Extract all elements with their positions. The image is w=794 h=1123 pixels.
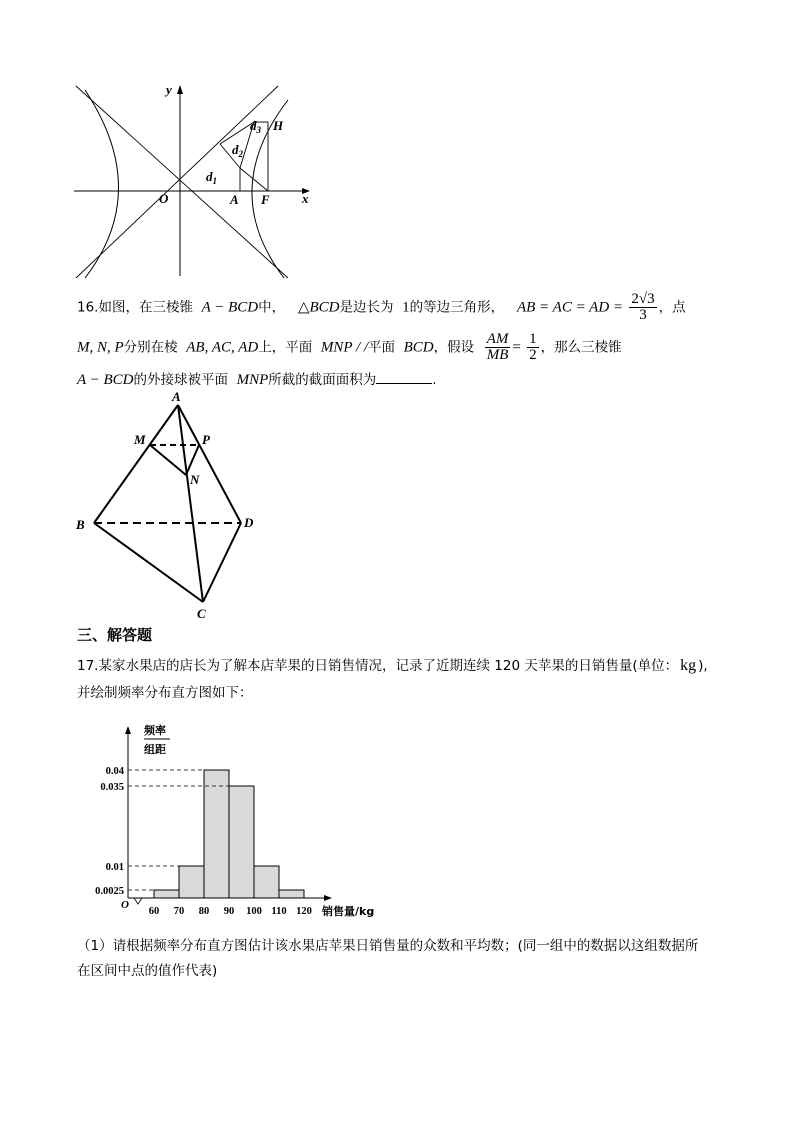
q16-edges: AB, AC, AD: [186, 339, 259, 356]
tetrahedron-figure: [70, 385, 270, 625]
origin-label: O: [159, 191, 169, 206]
q16-frac-den: 3: [639, 307, 647, 323]
hyperbola-left-branch: [85, 90, 119, 278]
vertex-A-label: A: [172, 389, 181, 404]
q16-line2-e: ，那么三棱锥: [540, 339, 622, 356]
edge-PN: [186, 445, 199, 475]
q16-line2-b: 上，平面: [258, 339, 313, 356]
q16-tet-name: A − BCD: [201, 299, 259, 316]
vertex-C-label: C: [197, 606, 206, 621]
q16-plane3: MNP: [236, 372, 269, 388]
point-A-label: A: [230, 192, 239, 207]
q17-line-1: [77, 656, 708, 676]
q16-line2-c: 平面: [368, 339, 396, 356]
histogram-bar: [179, 866, 204, 898]
hist-y-arrow-icon: [125, 726, 131, 734]
edge-CD: [203, 523, 241, 602]
point-P-label: P: [202, 432, 210, 447]
d1-label: $d_1$: [206, 169, 217, 186]
vertex-D-label: D: [244, 515, 254, 530]
q16-half: [527, 332, 539, 363]
q17-sub1-line-2: 在区间中点的值作代表): [77, 963, 218, 979]
histogram-bar: [204, 770, 229, 898]
ylabel-top: 频率: [144, 724, 166, 737]
vertex-B-label: B: [76, 517, 85, 532]
x-tick-label: 120: [296, 906, 312, 917]
q16-line2-d: ，假设: [433, 339, 475, 356]
q16-text-mid: 中，: [258, 299, 286, 316]
q16-line-2: [77, 332, 622, 362]
answer-blank[interactable]: [376, 369, 432, 384]
section-3-title: 三、解答题: [77, 626, 153, 644]
y-tick-label: 0.0025: [95, 886, 124, 897]
histogram-bar: [254, 866, 279, 898]
q16-half-den: 2: [529, 347, 537, 363]
q16-line-1: [77, 291, 686, 323]
q17-sub1-line-1: （1）请根据频率分布直方图估计该水果店苹果日销售量的众数和平均数；(同一组中的数据以这组数据所: [77, 938, 699, 954]
edge-AB: [94, 405, 178, 523]
d3-label: $d_3$: [250, 118, 261, 135]
q16-line2-a: 分别在棱: [123, 339, 178, 356]
x-tick-label: 90: [223, 906, 235, 917]
ylabel-bottom: 组距: [144, 743, 166, 756]
x-tick-label: 60: [148, 906, 160, 917]
x-label: x: [302, 191, 309, 206]
asymptote-2: [76, 86, 278, 278]
y-tick-label: 0.04: [105, 766, 124, 777]
point-M-label: M: [134, 432, 146, 447]
frequency-histogram: [95, 718, 390, 923]
axis-break-icon: [134, 898, 142, 904]
hyperbola-figure: [70, 78, 320, 278]
q16-line3-b: 所截的截面面积为: [268, 372, 377, 388]
y-tick-label: 0.035: [100, 782, 124, 793]
y-tick-label: 0.01: [105, 862, 124, 873]
q16-triangle: △BCD: [297, 299, 340, 316]
q17-unit: kg: [680, 657, 697, 674]
q16-ratio: [485, 332, 511, 363]
q16-plane1: MNP / /: [320, 339, 369, 356]
histogram-bar: [279, 890, 304, 898]
y-axis-arrow-icon: [177, 85, 183, 94]
y-label: y: [166, 82, 172, 97]
point-N-label: N: [190, 472, 200, 487]
q16-desc: 是边长为: [339, 299, 394, 316]
asymptote-1: [76, 86, 288, 278]
q16-points: M, N, P: [77, 339, 124, 356]
point-F-label: F: [261, 192, 270, 207]
q16-equation-lhs: AB = AC = AD =: [516, 299, 624, 316]
q16-half-num: 1: [529, 331, 537, 347]
q16-frac-num: 2√3: [631, 291, 655, 307]
q16-ratio-eq: =: [512, 339, 521, 356]
q16-line3-end: .: [432, 372, 437, 388]
hist-x-arrow-icon: [324, 895, 332, 901]
histogram-bar: [229, 786, 254, 898]
edge-AD: [178, 405, 241, 523]
q16-fraction: [629, 292, 656, 323]
hist-xlabel: 销售量/kg: [322, 905, 375, 918]
q16-desc2: 的等边三角形，: [409, 299, 505, 316]
histogram-bar: [154, 890, 179, 898]
q16-ratio-den: MB: [486, 347, 509, 363]
q16-tet-name2: A − BCD: [77, 372, 134, 388]
q17-text-1-end: ),: [698, 658, 708, 674]
q16-ratio-num: AM: [486, 331, 509, 347]
d2-label: $d_2$: [232, 142, 243, 159]
q16-text: 16.如图，在三棱锥: [77, 299, 193, 316]
q16-line1-end: ，点: [658, 299, 686, 316]
q16-plane2: BCD: [403, 339, 434, 356]
edge-AC: [178, 405, 203, 602]
x-tick-label: 100: [246, 906, 262, 917]
x-tick-label: 70: [173, 906, 185, 917]
q17-line-2: 并绘制频率分布直方图如下：: [77, 685, 253, 701]
q16-line3-a: 的外接球被平面: [133, 372, 229, 388]
edge-MN: [150, 445, 186, 475]
x-tick-label: 110: [271, 906, 287, 917]
q16-side-len: 1: [402, 299, 410, 316]
q17-text-1: 17.某家水果店的店长为了解本店苹果的日销售情况，记录了近期连续 120 天苹果的日销售量(单位：: [77, 658, 679, 674]
x-tick-label: 80: [198, 906, 210, 917]
hist-origin-label: O: [121, 899, 129, 911]
edge-BC: [94, 523, 203, 602]
point-H-label: H: [273, 118, 284, 133]
